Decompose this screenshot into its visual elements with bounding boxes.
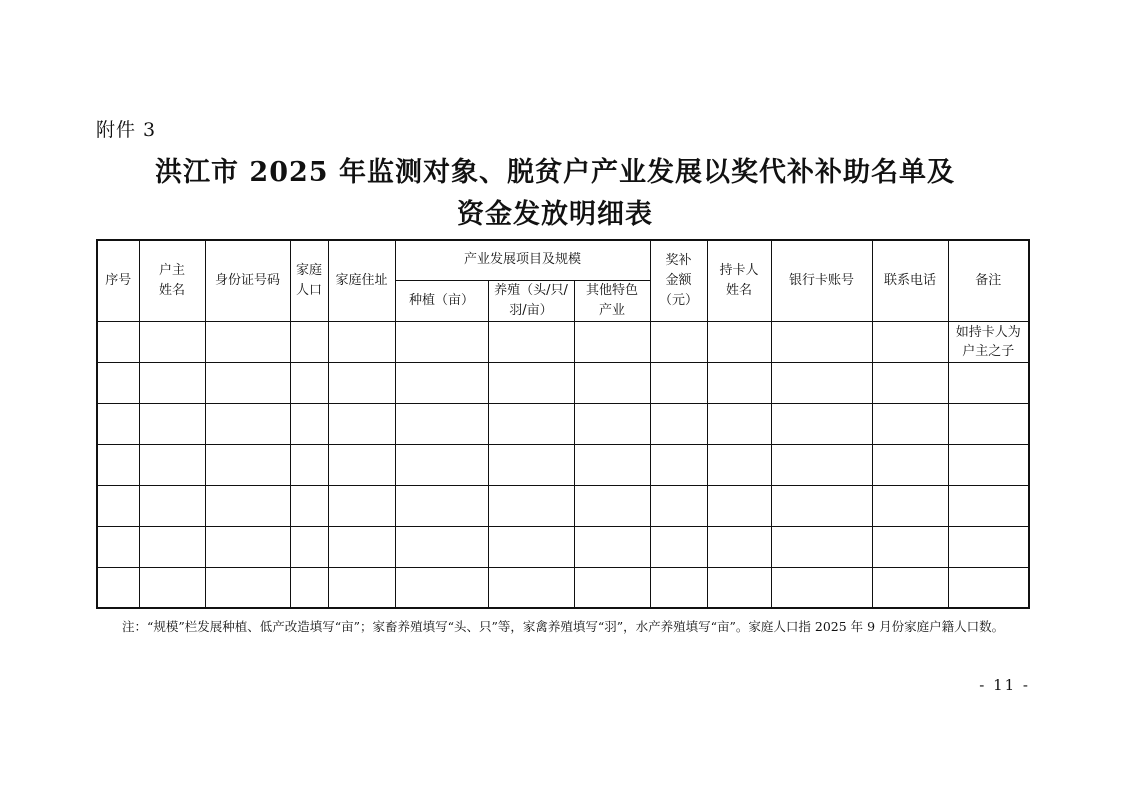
table-row [97, 362, 1029, 403]
header-breeding: 养殖（头/只/ 羽/亩） [488, 280, 574, 321]
table-row [97, 526, 1029, 567]
header-family-population: 家庭 人口 [290, 240, 328, 321]
header-cardholder-name: 持卡人 姓名 [707, 240, 771, 321]
header-planting: 种植（亩） [395, 280, 488, 321]
header-industry-group: 产业发展项目及规模 [395, 240, 650, 280]
table-row [97, 485, 1029, 526]
header-subsidy-amount: 奖补 金额 （元） [650, 240, 707, 321]
remark-cell: 如持卡人为 户主之子 [948, 321, 1029, 362]
header-other-industry: 其他特色 产业 [574, 280, 650, 321]
attachment-label: 附件 3 [96, 119, 157, 141]
header-bank-account: 银行卡账号 [771, 240, 872, 321]
header-remark: 备注 [948, 240, 1029, 321]
header-seq: 序号 [97, 240, 139, 321]
header-householder-name: 户主 姓名 [139, 240, 205, 321]
table-row [97, 321, 1029, 362]
table-row [97, 403, 1029, 444]
header-id-number: 身份证号码 [205, 240, 290, 321]
table-row [97, 444, 1029, 485]
footnote: 注：“规模”栏发展种植、低产改造填写“亩”；家畜养殖填写“头、只”等，家禽养殖填写“羽”，水产养殖填写“亩”。家庭人口指 2025 年 9 月份家庭户籍人口数。 [122, 619, 1005, 634]
header-address: 家庭住址 [328, 240, 395, 321]
document-title-line2: 资金发放明细表 [457, 199, 653, 230]
table-row [97, 567, 1029, 608]
subsidy-detail-table [96, 239, 1030, 609]
page-number: - 11 - [979, 676, 1030, 694]
document-title-line1: 洪江市 2025 年监测对象、脱贫户产业发展以奖代补补助名单及 [155, 157, 955, 188]
header-phone: 联系电话 [872, 240, 948, 321]
